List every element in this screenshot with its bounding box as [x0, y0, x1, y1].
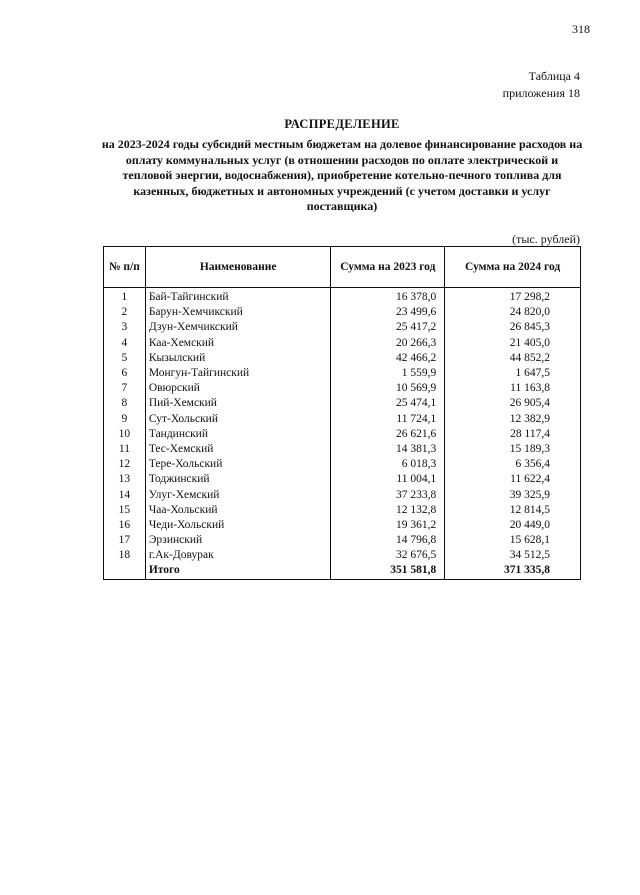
total-amount-2023: 351 581,8 — [331, 563, 445, 579]
row-number: 17 — [104, 533, 146, 548]
row-amount-2023: 12 132,8 — [331, 503, 445, 518]
row-amount-2023: 14 796,8 — [331, 533, 445, 548]
document-subtitle: на 2023-2024 годы субсидий местным бюджетам на долевое финансирование расходов на оплату коммунальных услуг (в отношении расходов по оплате электрической и тепловой энергии, водоснабжения), приобретение котельно-печного топлива для казенных, бюджетных и автономных учреждений (с учетом доставки и услуг поставщика) — [101, 137, 583, 213]
row-name: Барун-Хемчикский — [145, 305, 331, 320]
table-row — [104, 288, 581, 306]
table-row — [104, 396, 581, 411]
row-amount-2024: 6 356,4 — [445, 457, 581, 472]
row-amount-2024: 44 852,2 — [445, 351, 581, 366]
table-row — [104, 533, 581, 548]
row-amount-2023: 14 381,3 — [331, 442, 445, 457]
row-amount-2024: 26 905,4 — [445, 396, 581, 411]
row-amount-2024: 11 163,8 — [445, 381, 581, 396]
row-number: 13 — [104, 472, 146, 487]
row-name: Эрзинский — [145, 533, 331, 548]
row-amount-2024: 21 405,0 — [445, 336, 581, 351]
row-amount-2024: 39 325,9 — [445, 487, 581, 502]
total-label: Итого — [145, 563, 331, 579]
row-name: Кызылский — [145, 351, 331, 366]
row-amount-2024: 28 117,4 — [445, 427, 581, 442]
row-number: 9 — [104, 412, 146, 427]
row-number: 12 — [104, 457, 146, 472]
row-amount-2023: 37 233,8 — [331, 487, 445, 502]
row-number: 15 — [104, 503, 146, 518]
row-amount-2024: 24 820,0 — [445, 305, 581, 320]
row-amount-2023: 23 499,6 — [331, 305, 445, 320]
table-row — [104, 442, 581, 457]
table-row — [104, 472, 581, 487]
row-name: Тес-Хемский — [145, 442, 331, 457]
table-row — [104, 366, 581, 381]
row-number: 4 — [104, 336, 146, 351]
row-number: 6 — [104, 366, 146, 381]
row-amount-2023: 16 378,0 — [331, 288, 445, 306]
document-title: РАСПРЕДЕЛЕНИЕ — [284, 117, 400, 131]
total-row — [104, 563, 581, 579]
table-row — [104, 412, 581, 427]
appendix-reference — [440, 68, 580, 102]
row-amount-2023: 1 559,9 — [331, 366, 445, 381]
row-name: Бай-Тайгинский — [145, 288, 331, 306]
appendix-annex-label: приложения 18 — [502, 86, 580, 100]
row-name: Улуг-Хемский — [145, 487, 331, 502]
row-amount-2023: 32 676,5 — [331, 548, 445, 563]
row-name: Овюрский — [145, 381, 331, 396]
table-body — [104, 288, 581, 580]
table-row — [104, 381, 581, 396]
table-row — [104, 427, 581, 442]
row-amount-2024: 12 382,9 — [445, 412, 581, 427]
header-name: Наименование — [145, 247, 331, 288]
table-row — [104, 548, 581, 563]
row-amount-2023: 11 724,1 — [331, 412, 445, 427]
table-row — [104, 503, 581, 518]
row-name: Чаа-Хольский — [145, 503, 331, 518]
row-amount-2023: 20 266,3 — [331, 336, 445, 351]
row-amount-2023: 25 417,2 — [331, 320, 445, 335]
row-number: 7 — [104, 381, 146, 396]
row-name: Тере-Хольский — [145, 457, 331, 472]
table-row — [104, 305, 581, 320]
row-amount-2023: 11 004,1 — [331, 472, 445, 487]
row-amount-2024: 12 814,5 — [445, 503, 581, 518]
table-row — [104, 487, 581, 502]
row-amount-2023: 6 018,3 — [331, 457, 445, 472]
row-amount-2024: 15 189,3 — [445, 442, 581, 457]
header-2023: Сумма на 2023 год — [331, 247, 445, 288]
row-number: 5 — [104, 351, 146, 366]
row-amount-2023: 25 474,1 — [331, 396, 445, 411]
table-row — [104, 336, 581, 351]
row-number: 18 — [104, 548, 146, 563]
appendix-table-label: Таблица 4 — [528, 69, 580, 83]
row-number: 11 — [104, 442, 146, 457]
row-name: г.Ак-Довурак — [145, 548, 331, 563]
table-row — [104, 457, 581, 472]
row-number: 3 — [104, 320, 146, 335]
row-amount-2024: 11 622,4 — [445, 472, 581, 487]
table-header-row — [104, 247, 581, 288]
row-name: Дзун-Хемчикский — [145, 320, 331, 335]
units-label: (тыс. рублей) — [512, 232, 580, 246]
row-amount-2024: 15 628,1 — [445, 533, 581, 548]
row-amount-2024: 20 449,0 — [445, 518, 581, 533]
row-number: 10 — [104, 427, 146, 442]
row-number: 16 — [104, 518, 146, 533]
row-amount-2023: 19 361,2 — [331, 518, 445, 533]
row-amount-2024: 1 647,5 — [445, 366, 581, 381]
row-name: Пий-Хемский — [145, 396, 331, 411]
row-name: Каа-Хемский — [145, 336, 331, 351]
subsidy-table — [103, 246, 581, 580]
row-number: 2 — [104, 305, 146, 320]
row-name: Монгун-Тайгинский — [145, 366, 331, 381]
row-number: 8 — [104, 396, 146, 411]
row-name: Тандинский — [145, 427, 331, 442]
header-number: № п/п — [104, 247, 146, 288]
row-amount-2024: 17 298,2 — [445, 288, 581, 306]
row-number: 1 — [104, 288, 146, 306]
row-amount-2023: 26 621,6 — [331, 427, 445, 442]
total-number-cell — [104, 563, 146, 579]
page-number: 318 — [572, 22, 590, 36]
total-amount-2024: 371 335,8 — [445, 563, 581, 579]
row-amount-2024: 34 512,5 — [445, 548, 581, 563]
table-row — [104, 320, 581, 335]
table-row — [104, 518, 581, 533]
header-2024: Сумма на 2024 год — [445, 247, 581, 288]
row-name: Тоджинский — [145, 472, 331, 487]
row-amount-2023: 10 569,9 — [331, 381, 445, 396]
row-number: 14 — [104, 487, 146, 502]
row-name: Чеди-Хольский — [145, 518, 331, 533]
row-name: Сут-Хольский — [145, 412, 331, 427]
table-row — [104, 351, 581, 366]
row-amount-2024: 26 845,3 — [445, 320, 581, 335]
row-amount-2023: 42 466,2 — [331, 351, 445, 366]
